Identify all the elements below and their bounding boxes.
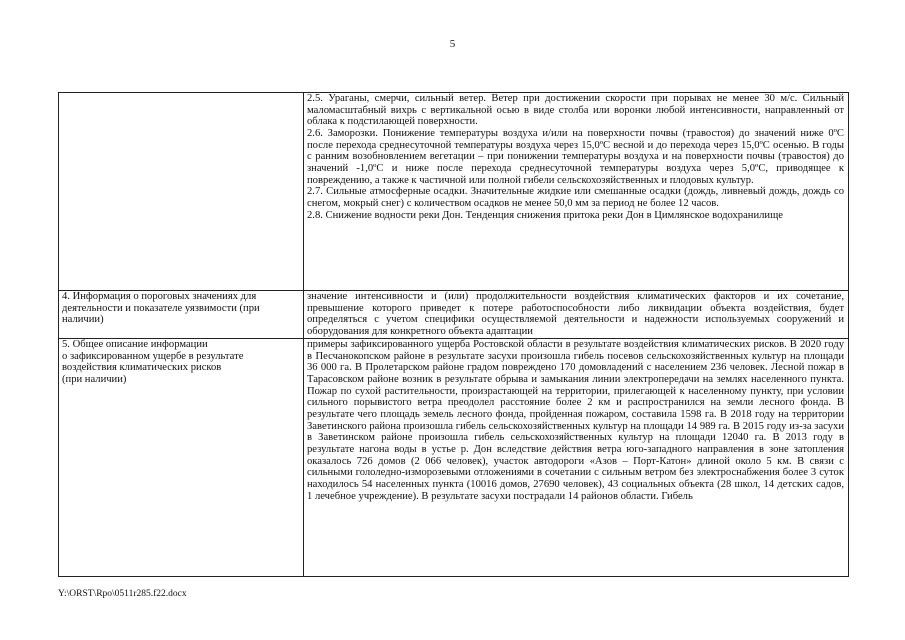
paragraph-2-6: 2.6. Заморозки. Понижение температуры воздуха и/или на поверхности почвы (травостоя) до значений ниже 0ºС после перехода среднесуточной температуры воздуха через 15,0ºС весной и до перехода через 15,0ºС осенью. В годы с ранним возобновлением вегетации – при понижении температуры воздуха и на поверхности почвы (травостоя) до значений -1,0ºС и ниже после перехода среднесуточной температуры воздуха через 5,0ºС, приводящее к повреждению, а также к частичной или полной гибели сельскохозяйственных и плодовых культур. [307,127,844,186]
damage-label-line-2: о зафиксированном ущербе в результате воздействия климатических рисков [62,350,244,374]
table-row [59,291,849,339]
row1-right-cell [304,93,849,291]
row2-right-cell [304,291,849,339]
damage-label-line-3: (при наличии) [62,373,127,385]
damage-text: примеры зафиксированного ущерба Ростовской области в результате воздействия климатических рисков. В 2020 году в Песчанокопском районе в результате засухи произошла гибель посевов сельскохозяйственных культур на площади 36 000 га. В Пролетарском районе градом повреждено 170 домовладений с населением 236 человек. Лесной пожар в Тарасовском районе возник в результате обрыва и замыкания линии электропередачи на землях населенного пункта. Пожар по сухой растительности, произрастающей на территории, прилегающей к населенному пункту, при условии сильного порывистого ветра преодолел расстояние более 2 км и распространился на земли лесного фонда. В результате чего площадь земель лесного фонда, пройденная пожаром, составила 1598 га. В 2018 году на территории Заветинского района произошла гибель сельскохозяйственных культур на площади 14 989 га. В 2015 году из-за засухи в Заветинском районе произошла гибель сельскохозяйственных культур на площади 12040 га. В 2013 году в результате нагона воды в устье р. Дон вследствие действия ветра юго-западного направления в зоне затопления оказалось 726 домов (2 066 человек), участок автодороги «Азов – Порт-Катон» длиной около 5 км. В связи с сильными гололедно-изморозевыми отложениями в сочетании с сильным ветром без электроснабжения более 3 суток находилось 54 населенных пункта (10016 домов, 27690 человек), 43 социальных объекта (28 школ, 14 детских садов, 1 лечебное учреждение). В результате засухи пострадали 14 районов области. Гибель [307,339,844,502]
page-number: 5 [449,38,456,50]
info-table [58,92,849,577]
threshold-label: 4. Информация о пороговых значениях для деятельности и показателе уязвимости (при наличии) [62,291,260,326]
table-row [59,93,849,291]
row3-left-cell [59,339,304,577]
table-row [59,339,849,577]
file-path-footer: Y:\ORST\Rpo\0511r285.f22.docx [58,589,187,599]
paragraph-2-8: 2.8. Снижение водности реки Дон. Тенденция снижения притока реки Дон в Цимлянское водохранилище [307,209,783,221]
row3-right-cell [304,339,849,577]
row1-left-cell [59,93,304,291]
paragraph-2-5: 2.5. Ураганы, смерчи, сильный ветер. Ветер при достижении скорости при порывах не менее 30 м/с. Сильный маломасштабный вихрь с вертикальной осью в виде столба или воронки любой интенсивности, направленный от облака к подстилающей поверхности. [307,93,844,128]
paragraph-2-7: 2.7. Сильные атмосферные осадки. Значительные жидкие или смешанные осадки (дождь, ливневый дождь, дождь со снегом, мокрый снег) с количеством осадков не менее 50,0 мм за период не более 12 часов. [307,186,844,209]
row2-left-cell [59,291,304,339]
damage-label-line-1: 5. Общее описание информации [62,339,208,350]
threshold-text: значение интенсивности и (или) продолжительности воздействия климатических факторов и их сочетание, превышение которого приведет к потере работоспособности либо ликвидации объекта воздействия, будет определяться с учетом специфики осуществляемой деятельности и надежности используемых сооружений и оборудования для конкретного объекта адаптации [307,291,844,337]
